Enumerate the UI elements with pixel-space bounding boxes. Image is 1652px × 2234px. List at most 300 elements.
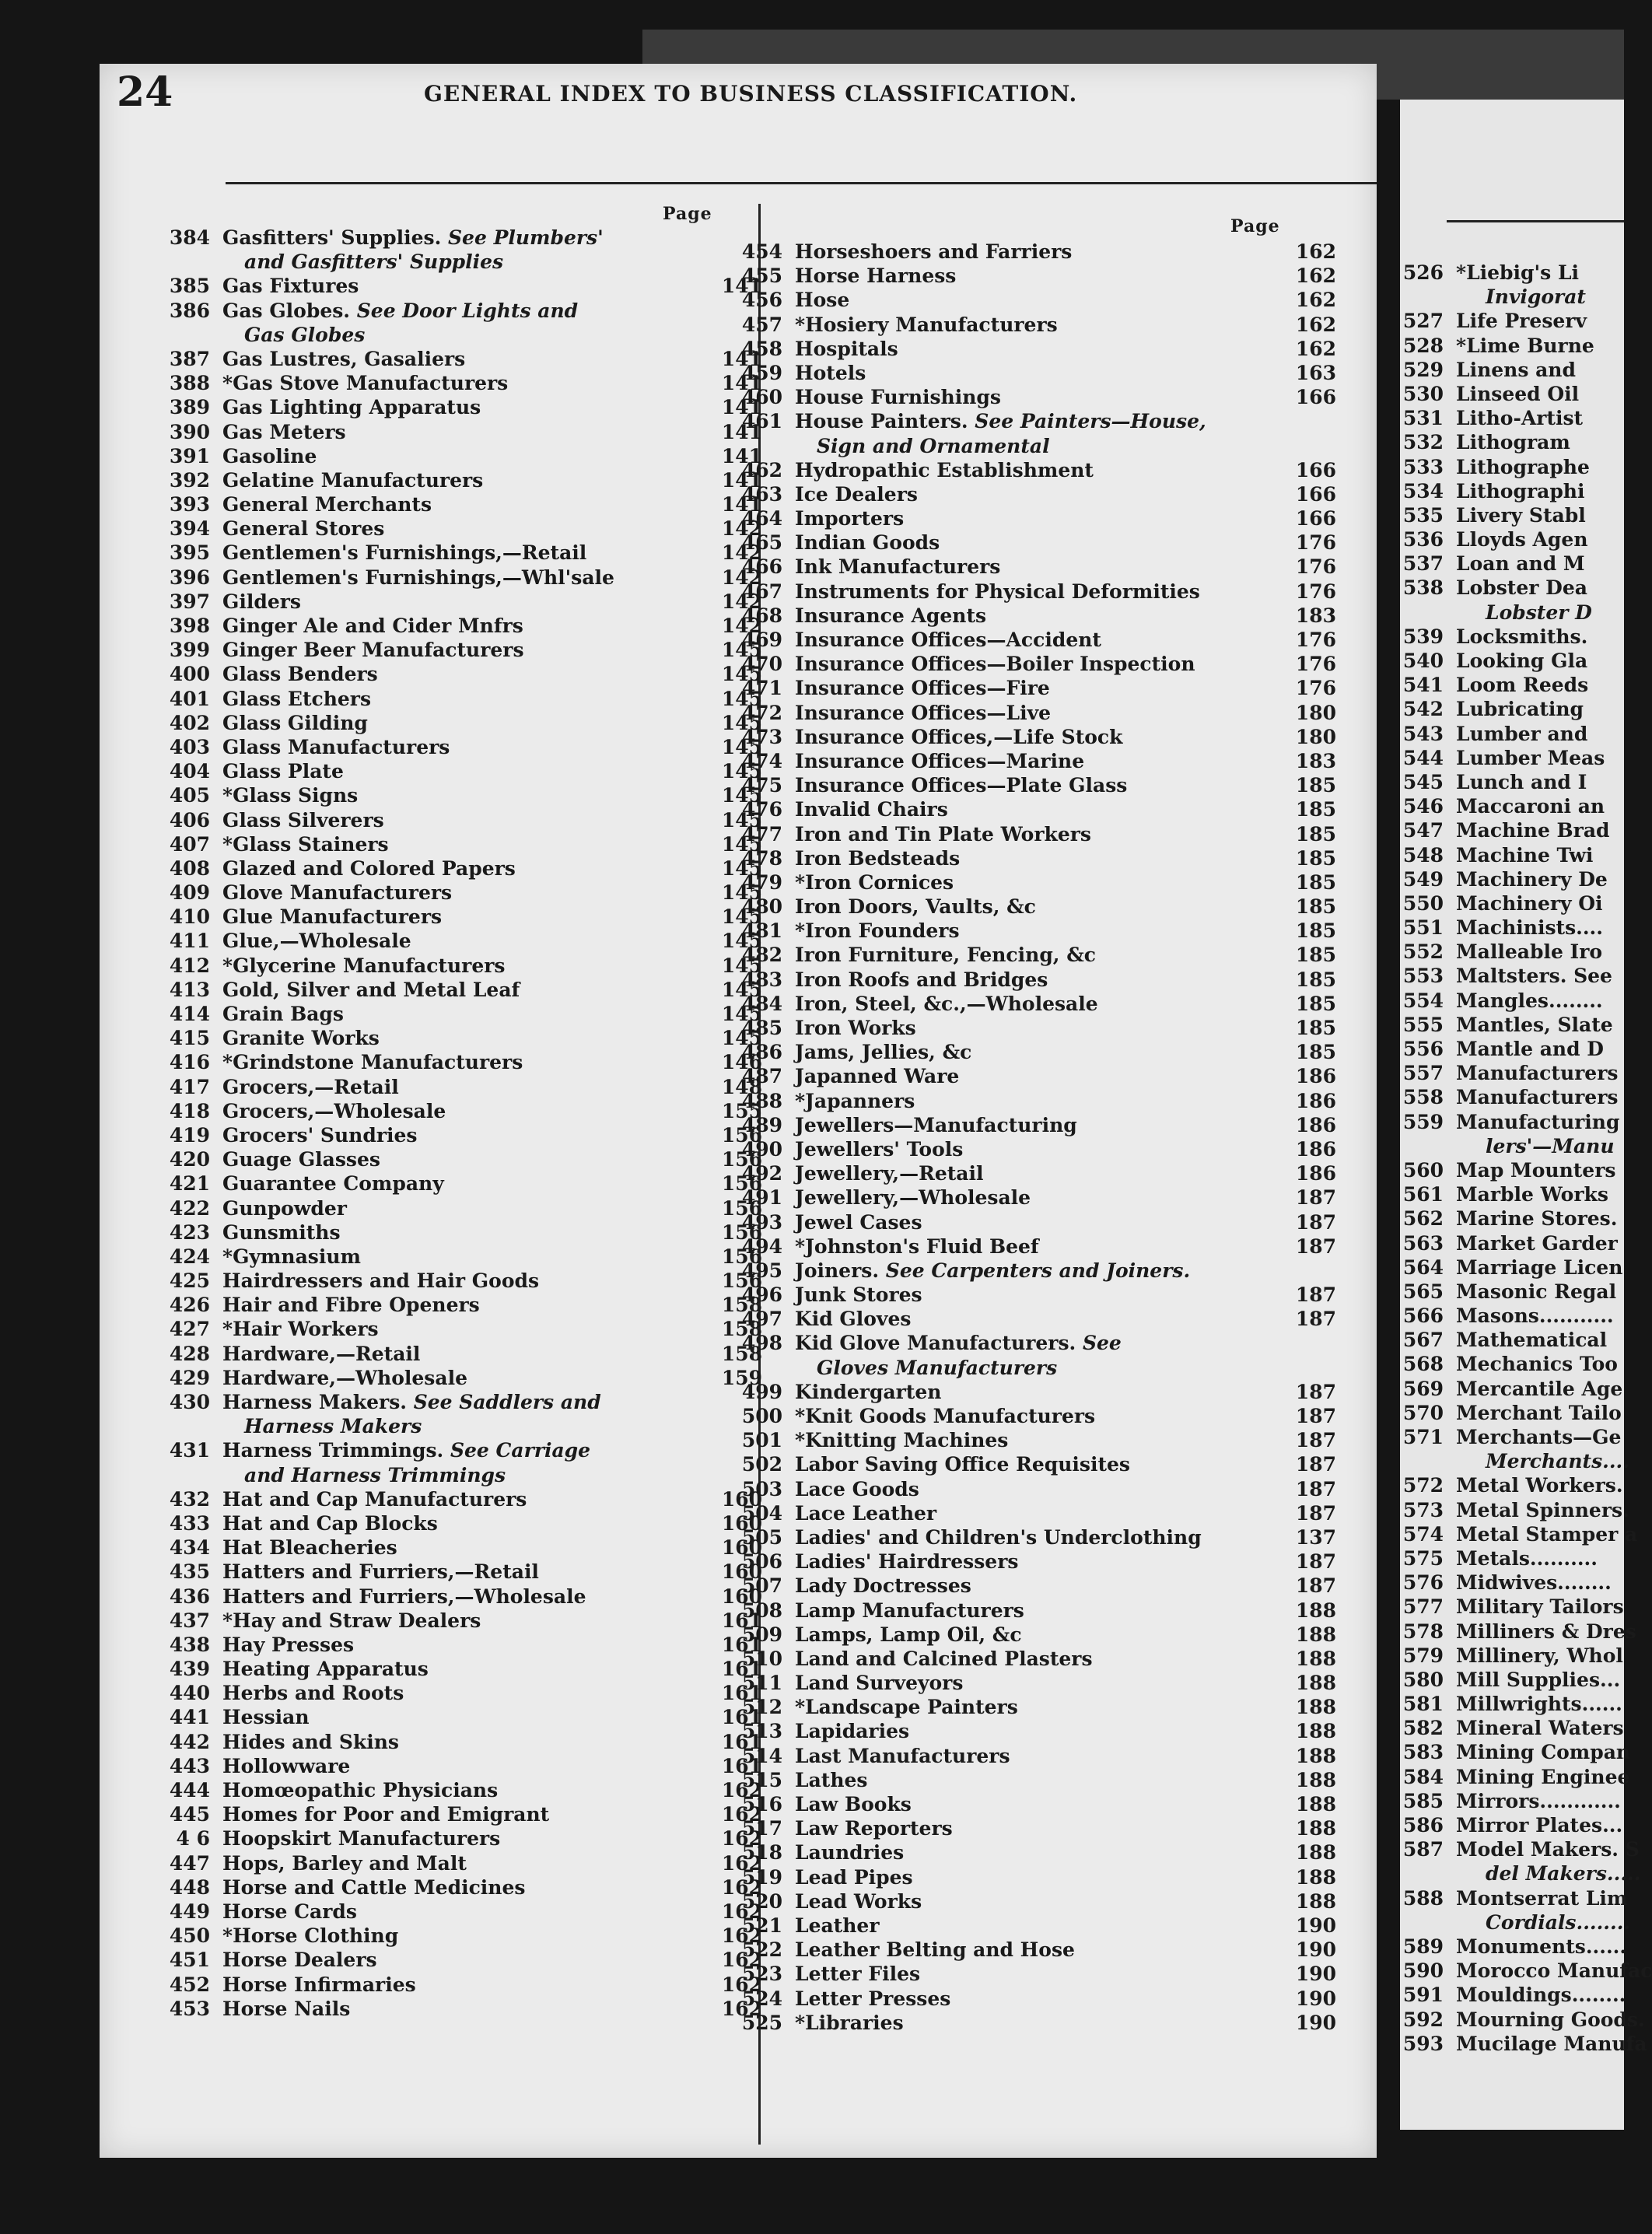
entry-title [1456,1473,1623,1497]
index-entry [1392,1813,1624,1837]
index-entry [723,870,1346,895]
entry-page: 187 [1295,1380,1336,1403]
entry-title [795,361,866,385]
entry-title-text: Hardware,—Retail [222,1342,421,1365]
entry-title [1456,358,1576,382]
entry-title [222,735,450,759]
entry-title [1456,818,1610,842]
entry-page: 160 [721,1487,762,1511]
index-entry [723,409,1346,433]
entry-number: 460 [741,386,782,409]
entry-title-text: Ink Manufacturers [795,555,1001,579]
entry-page: 156 [721,1245,762,1268]
entry-number: 584 [1402,1765,1444,1788]
entry-page: 145 [721,1027,762,1050]
entry-page: 176 [1295,653,1336,676]
entry-page: 162 [721,1779,762,1802]
entry-title [1456,1401,1622,1425]
entry-title [1456,1085,1618,1109]
entry-number: 481 [741,919,782,943]
index-entry [1392,2032,1647,2056]
entry-title-text: Milliners & Dres [1456,1619,1636,1643]
entry-page: 156 [721,1269,762,1293]
entry-number: 591 [1402,1984,1444,2007]
entry-title [222,1560,539,1584]
entry-number: 484 [741,992,782,1015]
entry-number: 486 [741,1041,782,1064]
entry-page: 183 [1295,604,1336,627]
index-entry [151,711,762,735]
index-entry [723,1792,1346,1816]
index-entry [1392,1765,1630,1789]
entry-number: 392 [169,468,210,492]
index-entry [723,1089,1346,1113]
entry-number: 483 [741,968,782,991]
entry-page: 146 [721,1051,762,1074]
entry-number: 427 [169,1318,210,1341]
index-entry [151,638,762,662]
index-entry [151,566,762,590]
index-entry [723,385,1346,409]
index-entry [1392,673,1624,697]
entry-number: 468 [741,604,782,627]
index-entry [723,652,1346,676]
index-entry [723,846,1346,870]
entry-page: 161 [721,1658,762,1681]
entry-number: 575 [1402,1546,1444,1570]
entry-number: 585 [1402,1789,1444,1812]
entry-number: 447 [169,1851,210,1875]
entry-title [1456,1740,1630,1764]
entry-page: 187 [1295,1210,1336,1234]
entry-page: 176 [1295,555,1336,579]
entry-number: 390 [169,420,210,443]
entry-number: 419 [169,1123,210,1147]
entry-title [222,687,371,711]
index-entry [1392,1231,1624,1255]
entry-title [795,1914,879,1938]
entry-page: 187 [1295,1453,1336,1476]
entry-title-text: Maccaroni an [1456,795,1605,818]
entry-number: 541 [1402,674,1444,697]
entry-number: 439 [169,1658,210,1681]
entry-number: 438 [169,1633,210,1656]
entry-title [1456,1304,1614,1328]
entry-title [222,371,508,395]
entry-title-text: Insurance Offices—Marine [795,749,1085,772]
entry-title [1456,794,1605,818]
entry-title [795,1307,911,1331]
entry-title-text: Gilders [222,590,301,613]
entry-title-text: Machinery Oi [1456,891,1603,915]
entry-number: 480 [741,895,782,919]
entry-page: 188 [1295,1841,1336,1865]
see-reference: See Saddlers and [413,1391,601,1413]
entry-page: 145 [721,808,762,832]
entry-page: 186 [1295,1162,1336,1185]
entry-title [1456,989,1603,1013]
index-entry [1392,358,1624,382]
index-entry-continuation: and Harness Trimmings [244,1463,506,1486]
entry-page: 141 [721,347,762,370]
see-reference: See Carpenters and Joiners. [885,1259,1191,1282]
entry-number: 456 [741,289,782,312]
entry-number: 554 [1402,989,1444,1012]
entry-number: 530 [1402,382,1444,405]
index-entry [1392,818,1624,842]
index-entry [1392,406,1624,430]
entry-number: 577 [1402,1595,1444,1619]
entry-title [1456,1522,1637,1546]
entry-title-text: Jewel Cases [795,1210,922,1234]
entry-title-text: Leather Belting and Hose [795,1938,1075,1962]
entry-title-text: Ice Dealers [795,482,918,506]
entry-title-text: Jewellery,—Wholesale [795,1186,1031,1210]
entry-page: 162 [1295,264,1336,288]
entry-title [222,1997,350,2021]
entry-title [222,1875,525,1900]
entry-title [222,1705,310,1729]
see-reference: See Door Lights and [356,299,579,322]
entry-title-text: Linseed Oil [1456,382,1580,405]
entry-title [1456,891,1603,916]
entry-title [795,846,960,870]
entry-title-text: Horse Infirmaries [222,1973,416,1996]
entry-title [1456,527,1588,551]
entry-title [1456,1425,1621,1449]
index-entry [151,1342,762,1366]
index-entry [151,662,762,686]
entry-page: 160 [721,1511,762,1535]
entry-number: 593 [1402,2032,1444,2055]
entry-page: 188 [1295,1720,1336,1743]
entry-number: 487 [741,1065,782,1088]
entry-title-text: Lobster Dea [1456,576,1587,600]
entry-page: 180 [1295,725,1336,748]
entry-title [795,701,1051,725]
entry-title-text: Glazed and Colored Papers [222,856,516,880]
entry-title-text: Hops, Barley and Malt [222,1851,467,1875]
entry-number: 588 [1402,1886,1444,1910]
entry-number: 461 [741,410,782,433]
entry-title [795,1987,950,2011]
entry-page: 166 [1295,458,1336,481]
index-entry [1392,697,1624,721]
entry-title-text: Insurance Offices—Accident [795,629,1101,651]
right-header-rule [1447,220,1624,222]
index-entry [723,773,1346,797]
index-entry [151,881,762,905]
entry-number: 418 [169,1099,210,1122]
entry-title-text: Maltsters. See [1456,965,1612,988]
entry-page: 190 [1295,1987,1336,2010]
entry-number: 576 [1402,1571,1444,1595]
index-entry [723,1574,1346,1598]
entry-title-text: Lithographe [1456,455,1590,478]
index-entry [723,1477,1346,1501]
entry-page: 162 [721,1875,762,1899]
entry-page: 176 [1295,531,1336,555]
entry-title [795,1671,963,1695]
index-entry [1392,1595,1624,1619]
index-entry [151,808,762,832]
index-entry [1392,382,1624,406]
entry-number: 497 [741,1308,782,1331]
entry-title-text: Gelatine Manufacturers [222,468,484,492]
entry-page: 158 [721,1342,762,1365]
entry-number: 520 [741,1889,782,1913]
entry-title-text: Hollowware [222,1754,351,1777]
entry-title-text: Mechanics Too [1456,1353,1618,1376]
entry-title [222,1342,420,1366]
index-entry [1392,1085,1624,1109]
entry-title-text: Merchants—Ge [1456,1426,1622,1448]
entry-title-text: Mouldings........ [1456,1984,1626,2007]
entry-title-text: Iron Bedsteads [795,846,961,870]
entry-title [222,638,524,662]
entry-title [795,870,954,895]
entry-title-text: Model Makers. S [1456,1838,1640,1861]
entry-number: 512 [741,1696,782,1719]
entry-title-text: Mucilage Manufa [1456,2032,1647,2055]
entry-title-text: Metal Stamper a [1456,1522,1638,1546]
entry-page: 145 [721,687,762,710]
entry-title-text: Lithographi [1456,479,1585,502]
entry-page: 183 [1295,749,1336,772]
entry-title [1456,697,1584,721]
entry-number: 518 [741,1841,782,1865]
entry-number: 434 [169,1536,210,1560]
entry-title-text: Mercantile Age [1456,1377,1623,1400]
entry-title-text: Marriage Licen [1456,1255,1623,1279]
entry-title [1456,503,1586,527]
entry-number: 443 [169,1754,210,1777]
entry-title [222,1802,549,1826]
index-entry [151,1366,762,1390]
entry-title-text: *Glass Stainers [222,832,389,856]
entry-number: 466 [741,555,782,579]
entry-title-text: Insurance Agents [795,604,987,627]
entry-number: 407 [169,832,210,856]
index-entry [151,1220,762,1245]
index-entry [151,1681,762,1705]
entry-number: 523 [741,1963,782,1986]
entry-page: 190 [1295,2011,1336,2034]
entry-page: 141 [721,493,762,516]
entry-title [795,1647,1093,1671]
entry-title-text: Iron Works [795,1017,916,1039]
entry-title-text: Hospitals [795,337,898,360]
entry-title-text: Lathes [795,1768,868,1791]
entry-title-text: Mathematical [1456,1329,1608,1352]
entry-title [1456,722,1587,746]
entry-number: 532 [1402,431,1444,454]
entry-title [222,1002,344,1026]
entry-number: 477 [741,822,782,846]
entry-page: 162 [721,1827,762,1851]
entry-title [795,992,1098,1016]
entry-number: 485 [741,1017,782,1039]
index-entry [723,1428,1346,1452]
entry-number: 422 [169,1196,210,1220]
index-entry [151,783,762,807]
entry-number: 550 [1402,891,1444,915]
entry-title [222,1657,429,1681]
entry-page: 188 [1295,1696,1336,1719]
index-entry [723,1525,1346,1549]
index-entry [1392,1304,1624,1328]
entry-page: 162 [1295,337,1336,360]
entry-title [795,555,1000,579]
index-entry [151,1900,762,1924]
index-entry [1392,964,1624,988]
index-entry [723,1671,1346,1695]
entry-number: 442 [169,1730,210,1753]
entry-title [795,1040,971,1064]
entry-page: 180 [1295,701,1336,724]
entry-title-text: Marine Stores. [1456,1207,1618,1231]
entry-number: 531 [1402,407,1444,430]
entry-page: 160 [721,1536,762,1560]
entry-title [795,628,1101,652]
entry-title [222,590,301,614]
entry-title [795,1938,1075,1962]
entry-title [222,1633,354,1657]
entry-title-text: Gold, Silver and Metal Leaf [222,978,520,1001]
entry-title-text: Insurance Offices—Plate Glass [795,774,1128,797]
entry-title [222,954,505,978]
entry-number: 589 [1402,1935,1444,1958]
entry-number: 503 [741,1477,782,1500]
index-entry [723,240,1346,264]
entry-title-text: Millwrights...... [1456,1693,1622,1716]
index-entry [151,1560,762,1584]
entry-number: 473 [741,725,782,748]
index-entry [151,1875,762,1900]
entry-number: 399 [169,639,210,662]
entry-title-text: Gas Lighting Apparatus [222,396,481,419]
index-entry [1392,1352,1624,1376]
header-rule [226,182,1377,184]
entry-title-text: Metals.......... [1456,1546,1598,1570]
index-entry [723,1865,1346,1889]
entry-title-text: Metal Spinners. [1456,1498,1629,1521]
entry-number: 578 [1402,1619,1444,1643]
index-entry [723,458,1346,482]
entry-number: 587 [1402,1838,1444,1861]
index-entry [723,701,1346,725]
entry-title-text: Law Books [795,1793,912,1816]
entry-page: 141 [721,396,762,419]
index-entry [1392,1983,1624,2007]
entry-number: 402 [169,711,210,734]
index-entry [1392,1182,1624,1206]
entry-number: 478 [741,846,782,870]
entry-number: 436 [169,1584,210,1608]
entry-title [222,274,359,298]
entry-number: 544 [1402,746,1444,769]
entry-number: 551 [1402,916,1444,940]
entry-title-text: Horse and Cattle Medicines [222,1875,526,1899]
index-entry [151,1269,762,1293]
entry-title-text: Mineral Waters [1456,1717,1624,1740]
index-entry [723,1501,1346,1525]
entry-number: 393 [169,493,210,516]
entry-title-text: Hatters and Furriers,—Wholesale [222,1584,586,1608]
entry-number: 546 [1402,795,1444,818]
entry-title-text: Land Surveyors [795,1672,964,1695]
entry-number: 412 [169,954,210,977]
entry-title-text: *Japanners [795,1089,915,1112]
entry-title-text: *Glass Signs [222,784,359,807]
index-entry [1392,1716,1624,1740]
index-entry [151,832,762,856]
entry-number: 560 [1402,1158,1444,1182]
entry-title-text: Gas Meters [222,420,346,443]
entry-title [222,516,384,541]
entry-page: 185 [1295,774,1336,797]
entry-number: 508 [741,1598,782,1622]
index-entry [723,264,1346,288]
index-entry [1392,1619,1636,1644]
entry-title [222,1487,527,1511]
index-entry [1392,1935,1627,1959]
entry-number: 496 [741,1283,782,1307]
entry-title [795,313,1058,337]
entry-page: 185 [1295,992,1336,1015]
entry-title-text: Looking Gla [1456,650,1588,672]
entry-title-text: *Glycerine Manufacturers [222,954,506,977]
index-entry [723,1210,1346,1234]
entry-page: 156 [721,1196,762,1220]
entry-number: 421 [169,1172,210,1196]
entry-number: 479 [741,870,782,894]
entry-title [795,1889,922,1914]
entry-page: 137 [1295,1525,1336,1549]
entry-title [1456,309,1587,333]
entry-title [1456,430,1570,454]
entry-title-text: Machine Brad [1456,819,1610,842]
index-entry [1392,1280,1624,1304]
entry-title-text: Lunch and I [1456,770,1587,793]
entry-title-text: Junk Stores [795,1283,922,1307]
entry-page: 185 [1295,944,1336,967]
entry-number: 472 [741,701,782,724]
index-entry [1392,1110,1624,1134]
entry-title [222,468,483,492]
entry-page: 185 [1295,1041,1336,1064]
entry-title-text: Heating Apparatus [222,1658,429,1681]
entry-page: 161 [721,1754,762,1777]
index-entry [1392,746,1624,770]
index-entry [1392,1473,1624,1497]
entry-title [1456,1668,1620,1692]
entry-number: 569 [1402,1377,1444,1400]
entry-title [795,749,1084,773]
entry-title-text: Lumber Meas [1456,746,1605,769]
entry-title [1456,1619,1636,1644]
index-entry [723,1938,1346,1962]
entry-title [795,943,1096,967]
entry-title [222,711,368,735]
entry-page: 176 [1295,677,1336,700]
entry-page: 185 [1295,798,1336,821]
index-entry [723,1331,1346,1355]
entry-page: 159 [721,1366,762,1389]
entry-title-text: Marble Works [1456,1183,1608,1206]
entry-number: 489 [741,1113,782,1136]
entry-number: 529 [1402,358,1444,381]
